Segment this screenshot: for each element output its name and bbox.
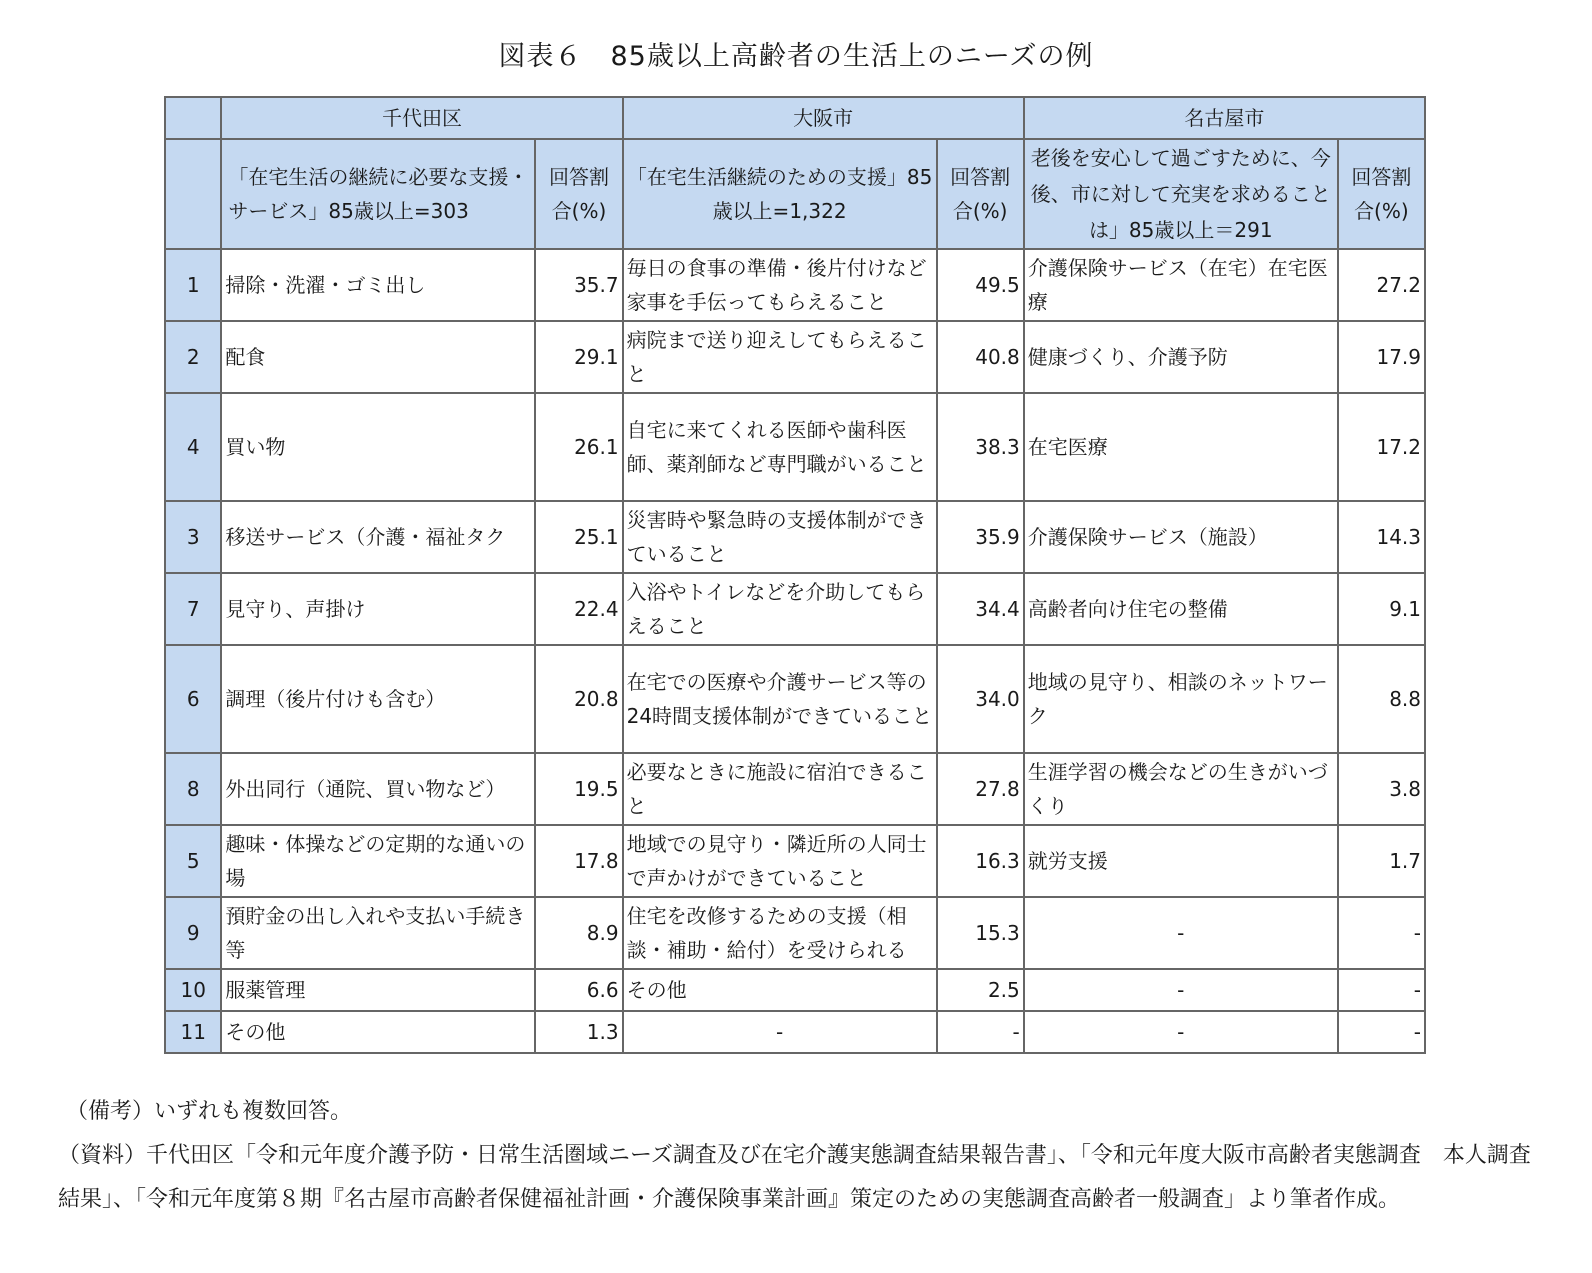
region-header-chiyoda: 千代田区 <box>221 97 622 139</box>
chiyoda-rate-cell: 17.8 <box>535 825 622 897</box>
table-row <box>165 825 1425 897</box>
rank-cell: 10 <box>165 969 221 1011</box>
table-row <box>165 897 1425 969</box>
chiyoda-rate-cell: 8.9 <box>535 897 622 969</box>
chiyoda-item-cell: その他 <box>221 1011 535 1053</box>
osaka-rate-cell: 34.0 <box>937 645 1024 753</box>
rank-header-cell <box>165 97 221 139</box>
nagoya-rate-cell: - <box>1338 969 1425 1011</box>
nagoya-item-cell: 地域の見守り、相談のネットワーク <box>1024 645 1338 753</box>
chiyoda-item-cell: 買い物 <box>221 393 535 501</box>
osaka-rate-cell: 27.8 <box>937 753 1024 825</box>
nagoya-rate-cell: 8.8 <box>1338 645 1425 753</box>
table-row <box>165 393 1425 501</box>
chiyoda-rate-cell: 20.8 <box>535 645 622 753</box>
rank-cell: 11 <box>165 1011 221 1053</box>
chiyoda-rate-cell: 22.4 <box>535 573 622 645</box>
notes <box>58 1090 1538 1222</box>
chiyoda-item-cell: 配食 <box>221 321 535 393</box>
osaka-item-cell: 住宅を改修するための支援（相談・補助・給付）を受けられる <box>623 897 937 969</box>
rank-cell: 1 <box>165 249 221 321</box>
chiyoda-rate-cell: 29.1 <box>535 321 622 393</box>
chiyoda-rate-header: 回答割合(%) <box>535 139 622 249</box>
chiyoda-rate-cell: 26.1 <box>535 393 622 501</box>
nagoya-item-cell: 介護保険サービス（施設） <box>1024 501 1338 573</box>
nagoya-item-cell: 介護保険サービス（在宅）在宅医療 <box>1024 249 1338 321</box>
region-header-row <box>165 97 1425 139</box>
rank-cell: 4 <box>165 393 221 501</box>
chiyoda-survey-header: 「在宅生活の継続に必要な支援・サービス」85歳以上=303 <box>221 139 535 249</box>
osaka-rate-cell: 38.3 <box>937 393 1024 501</box>
table-row <box>165 249 1425 321</box>
nagoya-rate-cell: - <box>1338 897 1425 969</box>
osaka-rate-cell: 34.4 <box>937 573 1024 645</box>
chiyoda-item-cell: 預貯金の出し入れや支払い手続き等 <box>221 897 535 969</box>
chiyoda-rate-cell: 35.7 <box>535 249 622 321</box>
osaka-item-cell: 入浴やトイレなどを介助してもらえること <box>623 573 937 645</box>
chiyoda-rate-cell: 1.3 <box>535 1011 622 1053</box>
chiyoda-item-cell: 移送サービス（介護・福祉タク <box>221 501 535 573</box>
chiyoda-item-cell: 調理（後片付けも含む） <box>221 645 535 753</box>
nagoya-item-cell: 生涯学習の機会などの生きがいづくり <box>1024 753 1338 825</box>
table-row <box>165 753 1425 825</box>
nagoya-item-cell: 在宅医療 <box>1024 393 1338 501</box>
table-row <box>165 321 1425 393</box>
nagoya-item-cell: - <box>1024 969 1338 1011</box>
osaka-item-cell: 自宅に来てくれる医師や歯科医師、薬剤師など専門職がいること <box>623 393 937 501</box>
column-header-row <box>165 139 1425 249</box>
osaka-rate-cell: 15.3 <box>937 897 1024 969</box>
osaka-item-cell: 在宅での医療や介護サービス等の24時間支援体制ができていること <box>623 645 937 753</box>
nagoya-survey-header: 老後を安心して過ごすために、今後、市に対して充実を求めることは」85歳以上＝291 <box>1024 139 1338 249</box>
table-row <box>165 501 1425 573</box>
region-header-nagoya: 名古屋市 <box>1024 97 1425 139</box>
osaka-item-cell: 災害時や緊急時の支援体制ができていること <box>623 501 937 573</box>
rank-cell: 3 <box>165 501 221 573</box>
osaka-rate-cell: 40.8 <box>937 321 1024 393</box>
rank-subheader-cell <box>165 139 221 249</box>
chiyoda-item-cell: 服薬管理 <box>221 969 535 1011</box>
rank-cell: 8 <box>165 753 221 825</box>
nagoya-item-cell: 高齢者向け住宅の整備 <box>1024 573 1338 645</box>
nagoya-rate-cell: 3.8 <box>1338 753 1425 825</box>
table-row <box>165 1011 1425 1053</box>
nagoya-item-cell: 就労支援 <box>1024 825 1338 897</box>
nagoya-rate-cell: 17.2 <box>1338 393 1425 501</box>
nagoya-rate-cell: 9.1 <box>1338 573 1425 645</box>
nagoya-item-cell: 健康づくり、介護予防 <box>1024 321 1338 393</box>
table-row <box>165 969 1425 1011</box>
source-note: （資料）千代田区「令和元年度介護予防・日常生活圏域ニーズ調査及び在宅介護実態調査結果報告書」、「令和元年度大阪市高齢者実態調査 本人調査結果」、「令和元年度第８期『名古屋市高齢者保健福祉計画・介護保険事業計画』策定のための実態調査高齢者一般調査」より筆者作成。 <box>58 1143 1531 1212</box>
page-title: 図表６ 85歳以上高齢者の生活上のニーズの例 <box>498 41 1094 72</box>
table-row <box>165 645 1425 753</box>
osaka-rate-cell: 35.9 <box>937 501 1024 573</box>
chiyoda-rate-cell: 19.5 <box>535 753 622 825</box>
osaka-rate-header: 回答割合(%) <box>937 139 1024 249</box>
chiyoda-rate-cell: 25.1 <box>535 501 622 573</box>
osaka-item-cell: 地域での見守り・隣近所の人同士で声かけができていること <box>623 825 937 897</box>
osaka-rate-cell: 2.5 <box>937 969 1024 1011</box>
chiyoda-item-cell: 掃除・洗濯・ゴミ出し <box>221 249 535 321</box>
osaka-rate-cell: 16.3 <box>937 825 1024 897</box>
chiyoda-item-cell: 趣味・体操などの定期的な通いの場 <box>221 825 535 897</box>
osaka-item-cell: その他 <box>623 969 937 1011</box>
osaka-item-cell: 毎日の食事の準備・後片付けなど家事を手伝ってもらえること <box>623 249 937 321</box>
nagoya-rate-cell: 14.3 <box>1338 501 1425 573</box>
rank-cell: 9 <box>165 897 221 969</box>
osaka-item-cell: - <box>623 1011 937 1053</box>
nagoya-item-cell: - <box>1024 897 1338 969</box>
chiyoda-rate-cell: 6.6 <box>535 969 622 1011</box>
osaka-survey-header: 「在宅生活継続のための支援」85歳以上=1,322 <box>623 139 937 249</box>
nagoya-rate-header: 回答割合(%) <box>1338 139 1425 249</box>
chiyoda-item-cell: 見守り、声掛け <box>221 573 535 645</box>
remark-note: （備考）いずれも複数回答。 <box>66 1099 353 1124</box>
needs-table <box>164 96 1426 1054</box>
osaka-rate-cell: - <box>937 1011 1024 1053</box>
table-row <box>165 573 1425 645</box>
osaka-item-cell: 病院まで送り迎えしてもらえること <box>623 321 937 393</box>
rank-cell: 2 <box>165 321 221 393</box>
nagoya-item-cell: - <box>1024 1011 1338 1053</box>
nagoya-rate-cell: 17.9 <box>1338 321 1425 393</box>
rank-cell: 7 <box>165 573 221 645</box>
rank-cell: 5 <box>165 825 221 897</box>
region-header-osaka: 大阪市 <box>623 97 1024 139</box>
osaka-item-cell: 必要なときに施設に宿泊できること <box>623 753 937 825</box>
nagoya-rate-cell: - <box>1338 1011 1425 1053</box>
nagoya-rate-cell: 27.2 <box>1338 249 1425 321</box>
chiyoda-item-cell: 外出同行（通院、買い物など） <box>221 753 535 825</box>
nagoya-rate-cell: 1.7 <box>1338 825 1425 897</box>
rank-cell: 6 <box>165 645 221 753</box>
osaka-rate-cell: 49.5 <box>937 249 1024 321</box>
